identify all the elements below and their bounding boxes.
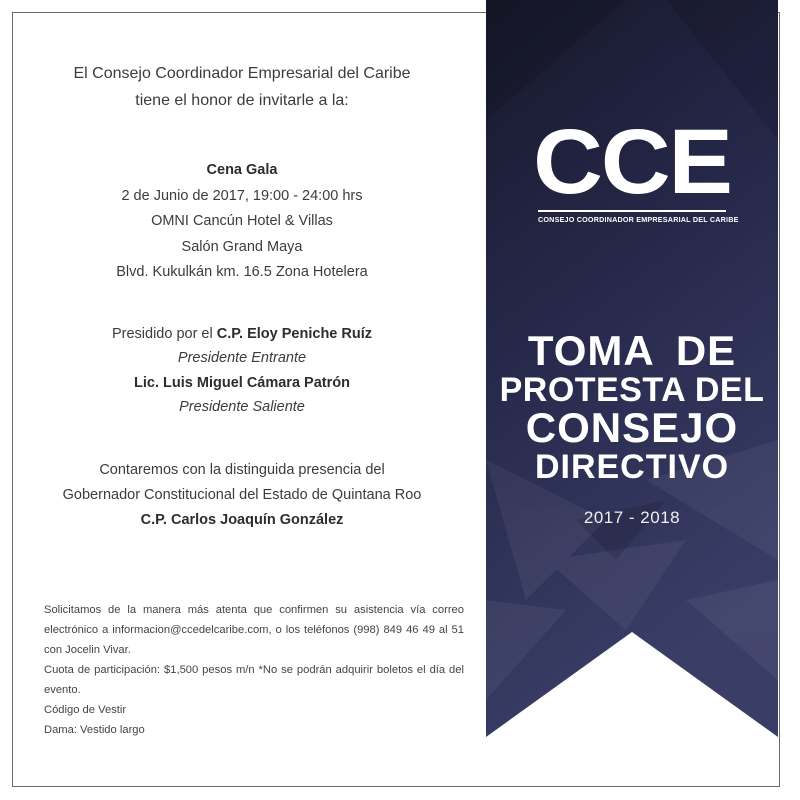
title-line-4: DIRECTIVO <box>534 448 730 486</box>
logo-letters: CCE <box>533 111 731 213</box>
banner-title <box>486 327 778 528</box>
dress-code-label: Código de Vestir <box>44 704 127 716</box>
title-line-2: PROTESTA DEL <box>499 371 765 409</box>
rsvp-note: Solicitamos de la manera más atenta que confirmen su asistencia vía correo electrónico a informacion@ccedelcaribe.com, o los teléfonos (998) 849 46 49 al 51 con Jocelin Vivar. <box>44 604 464 656</box>
invitation-body <box>24 60 460 533</box>
title-line-3: CONSEJO <box>525 404 739 451</box>
event-datetime: 2 de Junio de 2017, 19:00 - 24:00 hrs <box>121 187 363 204</box>
event-address: Blvd. Kukulkán km. 16.5 Zona Hotelera <box>116 264 368 280</box>
event-details <box>24 158 460 286</box>
logo-subtitle: CONSEJO COORDINADOR EMPRESARIAL DEL CARIBE <box>538 210 726 224</box>
notes-section <box>44 600 464 740</box>
intro-line-1: El Consejo Coordinador Empresarial del Caribe <box>73 65 411 82</box>
presided-prefix: Presidido por el <box>111 325 217 342</box>
incoming-president-line <box>24 322 460 347</box>
governor-name: C.P. Carlos Joaquín González <box>140 511 344 528</box>
outgoing-president-role: Presidente Saliente <box>179 399 305 415</box>
event-venue: OMNI Cancún Hotel & Villas <box>151 213 333 229</box>
incoming-president-name: C.P. Eloy Peniche Ruíz <box>216 325 373 342</box>
presence-section <box>24 458 460 533</box>
incoming-president-role: Presidente Entrante <box>177 350 307 366</box>
fee-note: Cuota de participación: $1,500 pesos m/n *No se podrán adquirir boletos el día del evento. <box>44 664 464 696</box>
term-years: 2017 - 2018 <box>583 508 681 527</box>
event-name: Cena Gala <box>206 162 278 178</box>
outgoing-president-name: Lic. Luis Miguel Cámara Patrón <box>134 374 350 391</box>
presence-line-1: Contaremos con la distinguida presencia del <box>99 461 385 478</box>
dress-code-lady: Dama: Vestido largo <box>44 724 145 736</box>
title-line-1: TOMA DE <box>527 327 737 374</box>
intro-text <box>24 60 460 114</box>
presence-line-2: Gobernador Constitucional del Estado de Quintana Roo <box>62 486 422 503</box>
presided-section <box>24 322 460 420</box>
cce-logo <box>486 111 778 224</box>
event-room: Salón Grand Maya <box>181 238 303 255</box>
intro-line-2: tiene el honor de invitarle a la: <box>135 92 349 109</box>
